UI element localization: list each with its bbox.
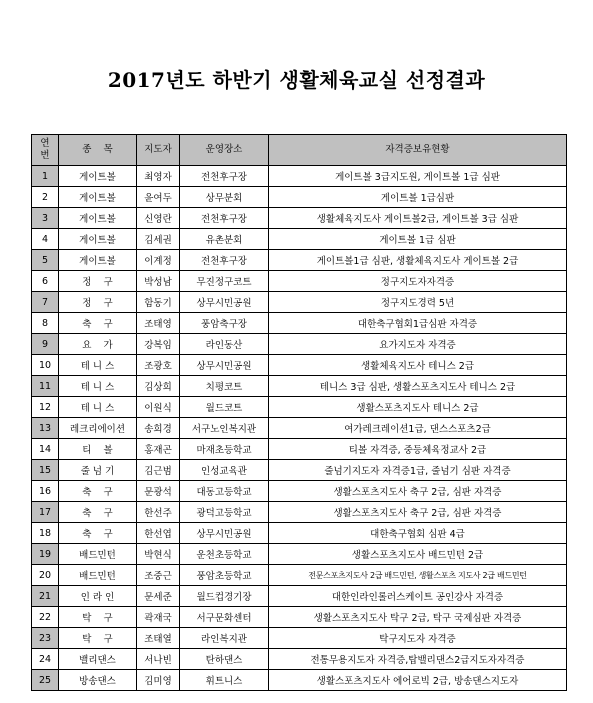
- table-row: [32, 565, 567, 586]
- row-instructor: 이계정: [137, 250, 180, 271]
- table-row: [32, 418, 567, 439]
- row-sport: 탁 구: [59, 607, 137, 628]
- table-row: [32, 439, 567, 460]
- row-sport: 게이트볼: [59, 250, 137, 271]
- row-number: 6: [32, 271, 59, 292]
- row-instructor: 홍재곤: [137, 439, 180, 460]
- table-row: [32, 313, 567, 334]
- page-title: 2017년도 하반기 생활체육교실 선정결과: [107, 68, 486, 92]
- row-sport: 축 구: [59, 481, 137, 502]
- row-instructor: 박성남: [137, 271, 180, 292]
- table-header-row: [32, 135, 567, 166]
- row-qualification: 게이트볼 3급지도원, 게이트볼 1급 심판: [269, 166, 567, 187]
- header-instructor: 지도자: [137, 135, 180, 166]
- row-sport: 정 구: [59, 292, 137, 313]
- table-row: [32, 502, 567, 523]
- row-sport: 밸리댄스: [59, 649, 137, 670]
- row-venue: 라인동산: [180, 334, 269, 355]
- row-qualification: 생활스포츠지도사 테니스 2급: [269, 397, 567, 418]
- row-sport: 탁 구: [59, 628, 137, 649]
- row-venue: 인성교육관: [180, 460, 269, 481]
- row-number: 20: [32, 565, 59, 586]
- row-number: 18: [32, 523, 59, 544]
- row-venue: 대동고등학교: [180, 481, 269, 502]
- row-qualification: 대한축구협회1급심판 자격증: [269, 313, 567, 334]
- row-qualification: 게이트볼 1급심판: [269, 187, 567, 208]
- table-row: [32, 166, 567, 187]
- row-qualification: 탁구지도자 자격증: [269, 628, 567, 649]
- row-qualification: 여가레크레이션1급, 댄스스포츠2급: [269, 418, 567, 439]
- table-row: [32, 607, 567, 628]
- row-instructor: 박현식: [137, 544, 180, 565]
- row-venue: 휘트니스: [180, 670, 269, 691]
- row-qualification: 생활스포츠지도사 배드민턴 2급: [269, 544, 567, 565]
- header-qualification: 자격증보유현황: [269, 135, 567, 166]
- row-instructor: 조중근: [137, 565, 180, 586]
- row-qualification: 생활체육지도사 게이트볼2급, 게이트볼 3급 심판: [269, 208, 567, 229]
- header-no: 연 번: [32, 135, 59, 166]
- row-sport: 게이트볼: [59, 166, 137, 187]
- row-number: 4: [32, 229, 59, 250]
- row-qualification: 생활스포츠지도사 에어로빅 2급, 방송댄스지도자: [269, 670, 567, 691]
- table-row: [32, 544, 567, 565]
- row-sport: 축 구: [59, 502, 137, 523]
- row-sport: 테 니 스: [59, 355, 137, 376]
- row-qualification: 게이트볼1급 심판, 생활체육지도사 게이트볼 2급: [269, 250, 567, 271]
- row-venue: 전천후구장: [180, 250, 269, 271]
- row-instructor: 김근범: [137, 460, 180, 481]
- row-number: 2: [32, 187, 59, 208]
- table-row: [32, 397, 567, 418]
- row-sport: 방송댄스: [59, 670, 137, 691]
- row-number: 17: [32, 502, 59, 523]
- table-row: [32, 649, 567, 670]
- row-sport: 게이트볼: [59, 208, 137, 229]
- row-venue: 상무분회: [180, 187, 269, 208]
- row-number: 24: [32, 649, 59, 670]
- row-number: 1: [32, 166, 59, 187]
- row-sport: 티 볼: [59, 439, 137, 460]
- row-sport: 배드민턴: [59, 544, 137, 565]
- row-venue: 탄하댄스: [180, 649, 269, 670]
- row-number: 5: [32, 250, 59, 271]
- table-row: [32, 586, 567, 607]
- row-instructor: 문광석: [137, 481, 180, 502]
- row-sport: 축 구: [59, 313, 137, 334]
- row-number: 9: [32, 334, 59, 355]
- row-venue: 전천후구장: [180, 208, 269, 229]
- row-number: 7: [32, 292, 59, 313]
- row-sport: 레크리에이션: [59, 418, 137, 439]
- row-venue: 치평코트: [180, 376, 269, 397]
- row-venue: 라인복지관: [180, 628, 269, 649]
- table-row: [32, 355, 567, 376]
- table-row: [32, 460, 567, 481]
- row-qualification: 티볼 자격증, 중등체육정교사 2급: [269, 439, 567, 460]
- row-number: 25: [32, 670, 59, 691]
- row-number: 15: [32, 460, 59, 481]
- selection-results-table: [31, 134, 567, 691]
- row-sport: 요 가: [59, 334, 137, 355]
- row-instructor: 김미영: [137, 670, 180, 691]
- row-qualification: 정구지도자자격증: [269, 271, 567, 292]
- table-row: [32, 271, 567, 292]
- row-instructor: 한선주: [137, 502, 180, 523]
- row-sport: 인 라 인: [59, 586, 137, 607]
- row-instructor: 김상희: [137, 376, 180, 397]
- row-instructor: 함동기: [137, 292, 180, 313]
- row-instructor: 윤여두: [137, 187, 180, 208]
- row-sport: 테 니 스: [59, 397, 137, 418]
- table-row: [32, 376, 567, 397]
- row-venue: 풍암축구장: [180, 313, 269, 334]
- row-qualification: 전통무용지도자 자격증,탑밸리댄스2급지도자자격증: [269, 649, 567, 670]
- row-number: 13: [32, 418, 59, 439]
- row-instructor: 조태열: [137, 628, 180, 649]
- row-venue: 서구노인복지관: [180, 418, 269, 439]
- row-venue: 운천초등학교: [180, 544, 269, 565]
- row-sport: 배드민턴: [59, 565, 137, 586]
- table-row: [32, 628, 567, 649]
- row-venue: 전천후구장: [180, 166, 269, 187]
- row-venue: 광덕고등학교: [180, 502, 269, 523]
- row-instructor: 조광호: [137, 355, 180, 376]
- row-sport: 줄 넘 기: [59, 460, 137, 481]
- row-qualification: 대한인라인롤러스케이트 공인강사 자격증: [269, 586, 567, 607]
- row-venue: 서구문화센터: [180, 607, 269, 628]
- row-number: 10: [32, 355, 59, 376]
- row-qualification: 생활스포츠지도사 탁구 2급, 탁구 국제심판 자격증: [269, 607, 567, 628]
- row-qualification: 게이트볼 1급 심판: [269, 229, 567, 250]
- row-number: 23: [32, 628, 59, 649]
- table-row: [32, 334, 567, 355]
- row-number: 8: [32, 313, 59, 334]
- row-qualification: 대한축구협회 심판 4급: [269, 523, 567, 544]
- row-sport: 게이트볼: [59, 187, 137, 208]
- row-number: 11: [32, 376, 59, 397]
- row-instructor: 강복임: [137, 334, 180, 355]
- table-row: [32, 481, 567, 502]
- table-row: [32, 523, 567, 544]
- row-number: 19: [32, 544, 59, 565]
- table-row: [32, 187, 567, 208]
- row-number: 3: [32, 208, 59, 229]
- row-instructor: 조태영: [137, 313, 180, 334]
- row-venue: 상무시민공원: [180, 523, 269, 544]
- row-qualification: 생활스포츠지도사 축구 2급, 심판 자격증: [269, 481, 567, 502]
- row-sport: 축 구: [59, 523, 137, 544]
- row-qualification: 생활체육지도사 테니스 2급: [269, 355, 567, 376]
- table-row: [32, 670, 567, 691]
- row-venue: 풍암초등학교: [180, 565, 269, 586]
- row-sport: 테 니 스: [59, 376, 137, 397]
- row-venue: 상무시민공원: [180, 292, 269, 313]
- row-instructor: 한선엽: [137, 523, 180, 544]
- row-qualification: 생활스포츠지도사 축구 2급, 심판 자격증: [269, 502, 567, 523]
- row-qualification: 줄넘기지도자 자격증1급, 줄넘기 심판 자격증: [269, 460, 567, 481]
- row-instructor: 최영자: [137, 166, 180, 187]
- row-venue: 상무시민공원: [180, 355, 269, 376]
- row-instructor: 서나빈: [137, 649, 180, 670]
- row-venue: 마재초등학교: [180, 439, 269, 460]
- row-qualification: 정구지도경력 5년: [269, 292, 567, 313]
- row-number: 22: [32, 607, 59, 628]
- row-number: 12: [32, 397, 59, 418]
- row-qualification: 요가지도자 자격증: [269, 334, 567, 355]
- table-row: [32, 250, 567, 271]
- row-sport: 정 구: [59, 271, 137, 292]
- row-instructor: 김세권: [137, 229, 180, 250]
- table-row: [32, 208, 567, 229]
- row-qualification: 전문스포츠지도사 2급 배드민턴, 생활스포츠 지도사 2급 배드민턴: [269, 565, 567, 586]
- row-venue: 유촌분회: [180, 229, 269, 250]
- header-sport: 종 목: [59, 135, 137, 166]
- table-row: [32, 292, 567, 313]
- row-instructor: 문세준: [137, 586, 180, 607]
- row-number: 16: [32, 481, 59, 502]
- row-instructor: 이원식: [137, 397, 180, 418]
- table-row: [32, 229, 567, 250]
- row-number: 21: [32, 586, 59, 607]
- header-venue: 운영장소: [180, 135, 269, 166]
- row-instructor: 신영란: [137, 208, 180, 229]
- row-qualification: 테니스 3급 심판, 생활스포츠지도사 테니스 2급: [269, 376, 567, 397]
- row-venue: 월드컵경기장: [180, 586, 269, 607]
- row-venue: 무진정구코트: [180, 271, 269, 292]
- row-instructor: 송희경: [137, 418, 180, 439]
- row-number: 14: [32, 439, 59, 460]
- row-sport: 게이트볼: [59, 229, 137, 250]
- row-venue: 월드코트: [180, 397, 269, 418]
- row-instructor: 곽재국: [137, 607, 180, 628]
